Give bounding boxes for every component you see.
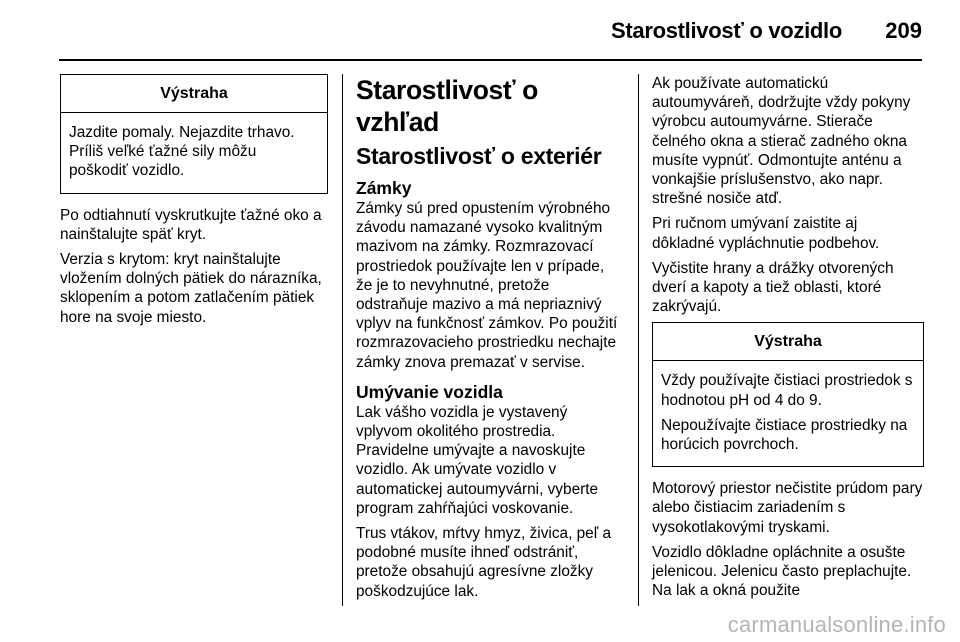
column-middle <box>356 74 624 607</box>
header-title: Starostlivosť o vozidlo <box>610 18 842 43</box>
paragraph: Motorový priestor nečistite prúdom pary alebo čistiacim zariadením s vysokotlakovými tryskami. <box>652 480 923 536</box>
section-title: Starostlivosť o vzhľad <box>356 75 538 137</box>
page-number: 209 <box>885 18 922 43</box>
column-divider-left <box>342 74 343 606</box>
warning-text: Jazdite pomaly. Nejazdite trhavo. Príliš veľké ťažné sily môžu poškodiť vozidlo. <box>69 124 295 180</box>
washing-heading: Umývanie vozidla <box>356 381 503 402</box>
warning-body <box>61 113 327 193</box>
warning-body <box>653 361 923 466</box>
column-divider-right <box>638 74 639 606</box>
page-header <box>0 0 960 62</box>
column-left <box>60 74 328 333</box>
paragraph: Lak vášho vozidla je vystavený vplyvom okolitého prostredia. Pravidelne umývajte a navoskujte vozidlo. Ak umývate vozidlo v automatickej autoumyvárni, vyberte program zahŕňajúci voskovanie. <box>356 403 599 517</box>
warning-title: Výstraha <box>653 323 923 361</box>
column-right <box>652 74 924 606</box>
paragraph: Vyčistite hrany a drážky otvorených dverí a kapoty a tiež oblasti, ktoré zakrývajú. <box>652 259 894 316</box>
warning-box-cleaning <box>652 322 924 467</box>
paragraph: Trus vtákov, mŕtvy hmyz, živica, peľ a podobné musíte ihneď odstrániť, pretože obsahujú agresívne zložky poškodzujúce lak. <box>356 525 612 600</box>
warning-text: Vždy používajte čistiaci prostriedok s hodnotou pH od 4 do 9. <box>661 372 913 409</box>
paragraph: Po odtiahnutí vyskrutkujte ťažné oko a nainštalujte späť kryt. <box>60 206 322 243</box>
warning-text: Nepoužívajte čistiace prostriedky na horúcich povrchoch. <box>661 416 908 454</box>
warning-box-towing <box>60 74 328 194</box>
paragraph: Verzia s krytom: kryt nainštalujte vložením dolných pätiek do nárazníka, sklopením a potom zatlačením pätiek hore na svoje miesto. <box>60 251 322 326</box>
header-rule <box>59 59 922 61</box>
paragraph: Vozidlo dôkladne opláchnite a osušte jelenicou. Jelenicu často preplachujte. Na lak a okná použite <box>652 543 912 600</box>
paragraph: Pri ručnom umývaní zaistite aj dôkladné vypláchnutie podbehov. <box>652 215 880 252</box>
watermark: carmanualsonline.info <box>727 612 946 637</box>
paragraph: Zámky sú pred opustením výrobného závodu namazané vysoko kvalitným mazivom na zámky. Rozmrazovací prostriedok používajte len v prípade, že je to nevyhnutné, pretože odstraňuje mazivo a má nepriaznivý vplyv na funkčnosť zámkov. Po použití rozmrazovacieho prostriedku nechajte zámky znova premazať v servise. <box>356 200 618 371</box>
subsection-title: Starostlivosť o exteriér <box>356 143 602 169</box>
warning-title: Výstraha <box>61 75 327 113</box>
locks-heading: Zámky <box>356 178 412 198</box>
paragraph: Ak používate automatickú autoumyváreň, dodržujte vždy pokyny výrobcu autoumyvárne. Stierače čelného okna a stierač zadného okna musíte vypnúť. Odmontujte anténu a vonkajšie príslušenstvo, ako napr. strešné nosiče atď. <box>652 75 911 208</box>
